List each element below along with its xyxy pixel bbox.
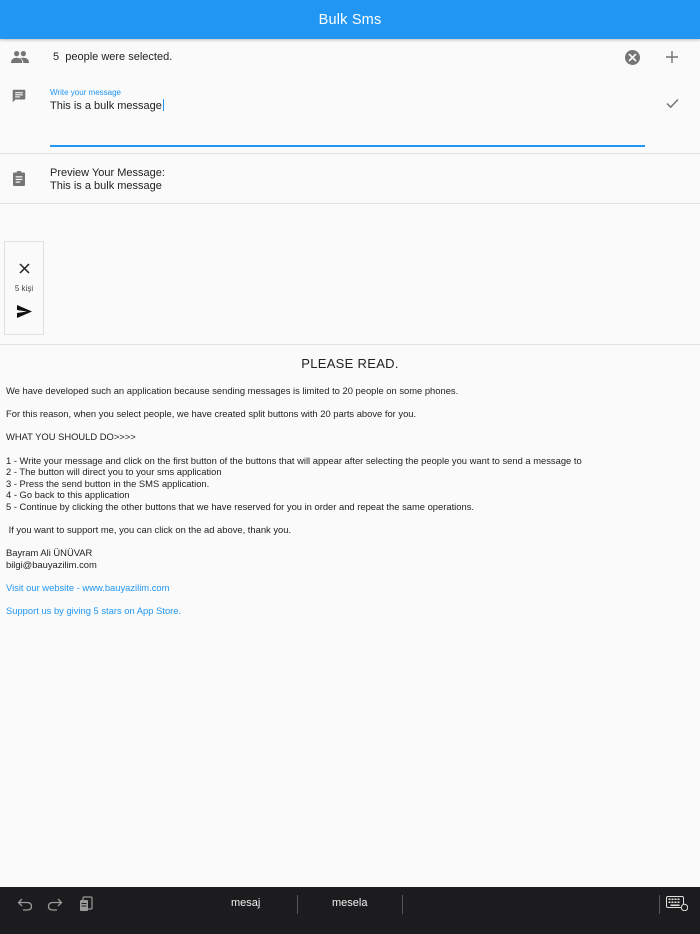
- close-icon[interactable]: [19, 263, 30, 274]
- clipboard-icon: [13, 171, 25, 186]
- step-item: 4 - Go back to this application: [6, 489, 130, 501]
- step-item: 5 - Continue by clicking the other buttons that we have reserved for you in order and repeat the same operations.: [6, 500, 474, 512]
- split-group-label: 5 kişi: [14, 284, 34, 293]
- author-name: Bayram Ali ÜNÜVAR: [6, 547, 93, 559]
- check-icon[interactable]: [666, 98, 679, 109]
- reason-text: For this reason, when you select people, we have created split buttons with 20 parts above for you.: [6, 408, 417, 420]
- paste-icon[interactable]: [78, 896, 94, 912]
- split-send-card: [4, 241, 44, 335]
- app-bar: [0, 0, 700, 39]
- selected-people-row: [0, 40, 700, 76]
- message-input-row: [0, 80, 700, 154]
- keyboard-icon[interactable]: [666, 896, 688, 911]
- message-preview-row: [0, 155, 700, 203]
- divider: [0, 344, 700, 345]
- message-icon: [12, 89, 26, 103]
- separator: [297, 895, 298, 914]
- keyboard-suggestion-bar: [0, 887, 700, 934]
- intro-text: We have developed such an application because sending messages is limited to 20 people on some phones.: [6, 385, 459, 396]
- message-input-text: This is a bulk message: [50, 100, 162, 112]
- people-icon: [11, 50, 29, 64]
- support-note: If you want to support me, you can click on the ad above, thank you.: [6, 524, 292, 536]
- step-item: 3 - Press the send button in the SMS application.: [6, 477, 210, 489]
- divider: [0, 203, 700, 204]
- preview-text: This is a bulk message: [50, 180, 162, 192]
- separator: [402, 895, 403, 914]
- preview-label: Preview Your Message:: [50, 167, 165, 179]
- send-icon[interactable]: [17, 305, 32, 318]
- instructions-section: [0, 356, 700, 617]
- selected-count-text: 5 people were selected.: [53, 51, 173, 63]
- message-input[interactable]: [50, 99, 164, 112]
- rate-app-link[interactable]: Support us by giving 5 stars on App Store.: [6, 605, 182, 617]
- steps-title: WHAT YOU SHOULD DO>>>>: [6, 431, 136, 443]
- instructions-heading: PLEASE READ.: [301, 356, 399, 371]
- app-title: Bulk Sms: [318, 11, 382, 28]
- step-item: 1 - Write your message and click on the first button of the buttons that will appear after selecting the people you want to send a message to: [6, 454, 582, 466]
- redo-icon[interactable]: [47, 896, 63, 912]
- undo-icon[interactable]: [17, 896, 33, 912]
- message-input-underline: [50, 145, 645, 147]
- divider: [0, 153, 700, 154]
- text-caret: [163, 99, 164, 111]
- separator: [659, 895, 660, 914]
- website-link[interactable]: Visit our website - www.bauyazilim.com: [6, 582, 170, 594]
- author-email: bilgi@bauyazilim.com: [6, 558, 97, 570]
- message-field-label: Write your message: [50, 88, 121, 97]
- step-item: 2 - The button will direct you to your sms application: [6, 466, 222, 478]
- plus-icon[interactable]: [665, 50, 679, 64]
- suggestion-item[interactable]: mesaj: [231, 897, 261, 909]
- suggestion-item[interactable]: mesela: [332, 897, 368, 909]
- clear-circle-icon[interactable]: [625, 50, 640, 65]
